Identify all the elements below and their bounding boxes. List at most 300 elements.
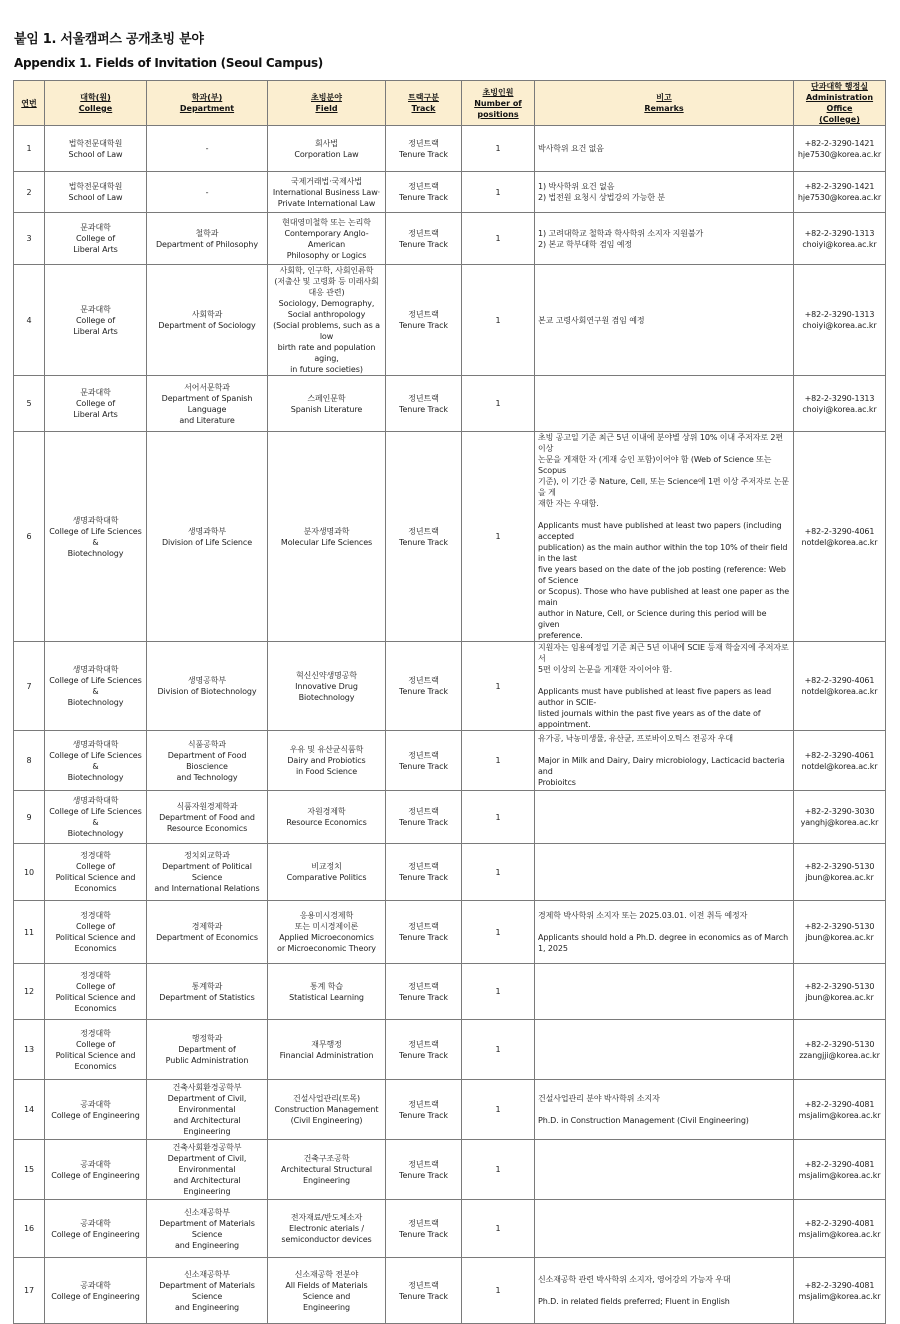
cell-field-line: 회사법: [315, 138, 338, 148]
cell-contact: [794, 172, 886, 213]
cell-field: [268, 432, 386, 642]
line-gap: [538, 744, 790, 755]
cell-department-line: Department of Statistics: [159, 992, 255, 1002]
cell-college-line: 정경대학: [80, 1028, 111, 1038]
cell-remarks-line: 신소재공학 관련 박사학위 소지자, 영어강의 가능자 우대: [538, 1275, 731, 1284]
cell-department: [147, 265, 268, 376]
cell-track-line: 정년트랙: [408, 1159, 439, 1169]
cell-track-line: 정년트랙: [408, 182, 439, 191]
cell-department-line: Resource Economics: [166, 823, 248, 833]
cell-contact: [794, 1020, 886, 1080]
cell-remarks: [535, 1258, 794, 1324]
cell-contact-line: +82-2-3290-5130: [804, 1039, 875, 1049]
cell-contact-line: +82-2-3290-4081: [804, 1218, 875, 1228]
cell-field-line: 혁신신약생명공학: [295, 670, 358, 680]
cell-field-line: Contemporary Anglo-American: [284, 228, 369, 249]
cell-track: [386, 791, 462, 844]
cell-remarks: [535, 901, 794, 964]
cell-college-line: Political Science and: [55, 992, 136, 1002]
cell-remarks-line: Major in Milk and Dairy, Dairy microbiology, Lacticacid bacteria and: [538, 756, 785, 776]
line-gap: [538, 1285, 790, 1296]
cell-track: [386, 265, 462, 376]
cell-remarks-line: 1) 박사학위 요건 없음: [538, 182, 615, 191]
cell-no: 2: [14, 172, 45, 213]
cell-no: 4: [14, 265, 45, 376]
cell-field: [268, 1020, 386, 1080]
cell-field: [268, 731, 386, 791]
cell-department-line: 식품자원경제학과: [176, 801, 238, 811]
cell-positions: 1: [462, 265, 535, 376]
cell-positions: 1: [462, 1200, 535, 1258]
cell-college: [45, 213, 147, 265]
cell-field-line: 스페인문학: [307, 393, 346, 403]
cell-track-line: Tenure Track: [399, 1170, 448, 1180]
line-gap: [538, 921, 790, 932]
cell-department-line: 건축사회환경공학부: [172, 1143, 242, 1152]
cell-track-line: Tenure Track: [399, 873, 448, 882]
cell-field-line: 자원경제학: [307, 807, 346, 816]
cell-contact: [794, 432, 886, 642]
cell-remarks: [535, 964, 794, 1020]
cell-positions: 1: [462, 376, 535, 432]
cell-college-line: 생명과학대학: [72, 515, 119, 525]
cell-track-line: 정년트랙: [408, 228, 439, 238]
cell-field-line: Applied Microeconomics: [279, 933, 374, 942]
cell-contact-line: +82-2-3290-1313: [804, 228, 875, 238]
cell-department-line: 정치외교학과: [184, 851, 230, 860]
cell-field: [268, 376, 386, 432]
cell-remarks-line: 재한 자는 우대함.: [538, 499, 599, 508]
cell-department: [147, 844, 268, 901]
cell-college-line: Political Science and: [55, 933, 136, 942]
cell-field: [268, 213, 386, 265]
cell-college-line: Economics: [74, 1003, 117, 1013]
table-row: [14, 265, 886, 376]
cell-college: [45, 265, 147, 376]
cell-college-line: College of Life Sciences &: [49, 807, 142, 827]
table-row: [14, 731, 886, 791]
cell-track: [386, 376, 462, 432]
cell-department: [147, 172, 268, 213]
cell-department: [147, 126, 268, 172]
cell-track-line: 정년트랙: [408, 1218, 439, 1228]
cell-remarks-line: five years based on the date of the job posting (reference: Web of Science: [538, 565, 786, 585]
cell-positions: 1: [462, 964, 535, 1020]
cell-department-line: 건축사회환경공학부: [172, 1083, 242, 1092]
cell-department-line: and Architectural Engineering: [173, 1116, 241, 1136]
cell-department-line: 생명과학부: [187, 526, 227, 536]
cell-department: [147, 1080, 268, 1140]
cell-contact-line: +82-2-3290-5130: [804, 981, 875, 991]
cell-contact-line: +82-2-3290-4081: [804, 1099, 875, 1109]
header-no: 연번: [14, 81, 45, 126]
cell-field-line: (Social problems, such as a low: [273, 321, 380, 341]
line-gap: [538, 1104, 790, 1115]
cell-track-line: 정년트랙: [408, 981, 439, 991]
cell-contact: [794, 376, 886, 432]
cell-college-line: 공과대학: [80, 1280, 111, 1290]
cell-track-line: Tenure Track: [399, 818, 448, 827]
cell-remarks-line: 유가공, 낙농미생물, 유산균, 프로바이오틱스 전공자 우대: [538, 734, 733, 743]
cell-college-line: 문과대학: [80, 223, 111, 232]
table-row: [14, 901, 886, 964]
cell-college-line: Biotechnology: [67, 772, 124, 782]
cell-field-line: 사회학, 인구학, 사회인류학: [279, 266, 374, 275]
cell-college: [45, 1080, 147, 1140]
cell-no: 7: [14, 642, 45, 731]
cell-field-line: International Business Law·: [272, 187, 381, 197]
cell-department: [147, 791, 268, 844]
cell-contact-line: choiyi@korea.ac.kr: [802, 321, 877, 330]
cell-no: 3: [14, 213, 45, 265]
cell-track: [386, 172, 462, 213]
cell-college: [45, 1020, 147, 1080]
cell-remarks-line: 경제학 박사학위 소지자 또는 2025.03.01. 이전 취득 예정자: [538, 911, 748, 920]
cell-field-line: 대응 관련): [308, 288, 345, 297]
cell-department-line: -: [205, 187, 209, 197]
cell-remarks-line: Probioitcs: [538, 778, 576, 787]
cell-field-line: 재무행정: [311, 1039, 342, 1049]
cell-college: [45, 901, 147, 964]
table-body: [14, 126, 886, 1324]
cell-field-line: Corporation Law: [294, 149, 359, 159]
cell-college-line: Liberal Arts: [73, 245, 118, 254]
cell-remarks: [535, 1080, 794, 1140]
cell-track-line: Tenure Track: [399, 1110, 448, 1120]
fields-table: [13, 80, 886, 1324]
cell-track-line: Tenure Track: [399, 687, 448, 696]
cell-track: [386, 1140, 462, 1200]
cell-no: 17: [14, 1258, 45, 1324]
cell-no: 13: [14, 1020, 45, 1080]
cell-track-line: 정년트랙: [408, 393, 439, 403]
cell-contact: [794, 844, 886, 901]
cell-college-line: Liberal Arts: [73, 326, 118, 336]
header-positions: 초빙인원 Number of positions: [462, 81, 535, 126]
cell-positions: 1: [462, 1020, 535, 1080]
cell-field: [268, 172, 386, 213]
cell-college-line: School of Law: [68, 193, 123, 202]
cell-field-line: Resource Economics: [286, 818, 367, 827]
cell-contact-line: +82-2-3290-4081: [804, 1159, 875, 1169]
header-remarks: 비고 Remarks: [535, 81, 794, 126]
cell-field-line: birth rate and population aging,: [277, 343, 376, 363]
cell-contact: [794, 901, 886, 964]
cell-positions: 1: [462, 1258, 535, 1324]
cell-field-line: 응용미시경제학: [299, 911, 354, 920]
cell-contact: [794, 791, 886, 844]
cell-track: [386, 731, 462, 791]
cell-contact-line: +82-2-3290-4061: [804, 526, 875, 536]
cell-remarks-line: 초빙 공고일 기준 최근 5년 이내에 분야별 상위 10% 이내 주저자로 2편 이상: [538, 433, 784, 453]
cell-track: [386, 901, 462, 964]
cell-field: [268, 1200, 386, 1258]
cell-contact-line: notdel@korea.ac.kr: [801, 687, 878, 696]
cell-field: [268, 791, 386, 844]
line-gap: [538, 675, 790, 686]
cell-field-line: Construction Management: [274, 1105, 379, 1114]
cell-remarks: [535, 791, 794, 844]
cell-track-line: Tenure Track: [399, 239, 448, 249]
cell-positions: 1: [462, 901, 535, 964]
cell-field: [268, 1140, 386, 1200]
cell-remarks-line: 2) 본교 학부대학 겸임 예정: [538, 239, 633, 249]
cell-contact-line: +82-2-3290-1313: [804, 393, 875, 403]
cell-remarks-line: Ph.D. in related fields preferred; Fluent in English: [538, 1297, 730, 1306]
cell-remarks: [535, 1200, 794, 1258]
cell-contact-line: +82-2-3290-1421: [804, 182, 875, 191]
cell-field: [268, 964, 386, 1020]
cell-field-line: Molecular Life Sciences: [280, 537, 373, 547]
cell-college-line: 공과대학: [80, 1159, 111, 1169]
cell-positions: 1: [462, 791, 535, 844]
cell-department-line: Department of Civil, Environmental: [167, 1154, 247, 1174]
cell-track-line: 정년트랙: [408, 676, 439, 685]
cell-remarks-line: 기준), 이 기간 중 Nature, Cell, 또는 Science에 1편 이상 주저자로 논문을 게: [538, 477, 789, 497]
cell-contact: [794, 213, 886, 265]
cell-track-line: 정년트랙: [408, 1280, 439, 1290]
cell-contact-line: hje7530@korea.ac.kr: [797, 149, 882, 159]
cell-department-line: Department of Food Bioscience: [167, 750, 247, 771]
cell-college-line: College of: [75, 922, 116, 931]
cell-track: [386, 213, 462, 265]
cell-contact-line: msjalim@korea.ac.kr: [798, 1291, 881, 1301]
cell-college-line: Political Science and: [55, 873, 136, 882]
cell-contact-line: +82-2-3290-4081: [804, 1280, 875, 1290]
cell-no: 12: [14, 964, 45, 1020]
cell-department-line: 서어서문학과: [184, 382, 230, 392]
cell-track: [386, 844, 462, 901]
cell-no: 10: [14, 844, 45, 901]
cell-no: 14: [14, 1080, 45, 1140]
cell-department: [147, 1140, 268, 1200]
table-header-row: [14, 81, 886, 126]
cell-field-line: 통계 학습: [310, 981, 343, 991]
cell-department-line: Department of Philosophy: [156, 239, 258, 249]
cell-department: [147, 964, 268, 1020]
cell-department-line: and Technology: [176, 772, 238, 782]
cell-no: 11: [14, 901, 45, 964]
cell-college-line: Biotechnology: [67, 829, 124, 838]
cell-field: [268, 1258, 386, 1324]
cell-remarks: [535, 432, 794, 642]
cell-contact-line: +82-2-3290-5130: [804, 862, 875, 871]
cell-department-line: 식품공학과: [187, 739, 227, 749]
cell-college: [45, 172, 147, 213]
cell-remarks-line: 본교 고령사회연구원 겸임 예정: [538, 315, 645, 325]
cell-college-line: College of: [75, 1039, 116, 1049]
cell-department-line: Division of Life Science: [161, 537, 253, 547]
cell-field-line: semiconductor devices: [281, 1235, 372, 1244]
cell-contact-line: msjalim@korea.ac.kr: [798, 1170, 881, 1180]
cell-college: [45, 844, 147, 901]
cell-field-line: Electronic aterials /: [289, 1224, 364, 1233]
cell-field-line: 현대영미철학 또는 논리학: [282, 217, 371, 227]
cell-college-line: 생명과학대학: [72, 665, 119, 674]
cell-contact-line: choiyi@korea.ac.kr: [802, 239, 877, 249]
cell-remarks: [535, 376, 794, 432]
cell-college-line: Economics: [74, 884, 117, 893]
cell-track-line: Tenure Track: [399, 1229, 448, 1239]
table-row: [14, 1080, 886, 1140]
cell-contact: [794, 642, 886, 731]
cell-college: [45, 432, 147, 642]
table-row: [14, 1140, 886, 1200]
cell-track: [386, 126, 462, 172]
cell-college: [45, 731, 147, 791]
cell-field: [268, 901, 386, 964]
cell-no: 5: [14, 376, 45, 432]
cell-track-line: 정년트랙: [408, 1099, 439, 1109]
cell-remarks-line: Ph.D. in Construction Management (Civil Engineering): [538, 1116, 749, 1125]
cell-college-line: College of Engineering: [51, 1291, 140, 1301]
cell-remarks-line: Applicants should hold a Ph.D. degree in economics as of March 1, 2025: [538, 933, 789, 953]
cell-college: [45, 1140, 147, 1200]
cell-college-line: College of Life Sciences &: [49, 750, 142, 771]
cell-field-line: 비교정치: [311, 862, 342, 871]
cell-field: [268, 844, 386, 901]
cell-department: [147, 901, 268, 964]
cell-remarks: [535, 213, 794, 265]
cell-department-line: Public Administration: [165, 1056, 249, 1065]
cell-department-line: 생명공학부: [187, 676, 227, 685]
cell-contact: [794, 126, 886, 172]
cell-track-line: Tenure Track: [399, 761, 448, 771]
cell-college: [45, 376, 147, 432]
cell-field-line: in future societies): [290, 365, 363, 374]
cell-remarks-line: Applicants must have published at least two papers (including accepted: [538, 521, 782, 541]
cell-contact-line: jbun@korea.ac.kr: [805, 873, 874, 882]
cell-college-line: 법학전문대학원: [68, 182, 123, 191]
cell-remarks-line: 지원자는 임용예정일 기준 최근 5년 이내에 SCIE 등재 학술지에 주저자로서: [538, 643, 789, 663]
cell-field-line: 건설사업관리(토목): [292, 1094, 361, 1103]
cell-remarks: [535, 172, 794, 213]
cell-college-line: Liberal Arts: [73, 410, 118, 419]
line-gap: [538, 509, 790, 520]
cell-no: 1: [14, 126, 45, 172]
cell-track-line: 정년트랙: [408, 922, 439, 931]
cell-positions: 1: [462, 432, 535, 642]
cell-remarks-line: or Scopus). Those who have published at least one paper as the main: [538, 587, 790, 607]
cell-field-line: (Civil Engineering): [290, 1116, 363, 1125]
cell-remarks: [535, 844, 794, 901]
cell-positions: 1: [462, 1140, 535, 1200]
cell-department-line: Department of Economics: [156, 933, 258, 942]
cell-field-line: Dairy and Probiotics: [287, 756, 366, 765]
table-row: [14, 126, 886, 172]
cell-department: [147, 1020, 268, 1080]
cell-contact-line: +82-2-3290-1421: [804, 138, 875, 148]
cell-contact: [794, 1140, 886, 1200]
table-row: [14, 642, 886, 731]
cell-college: [45, 964, 147, 1020]
cell-track-line: 정년트랙: [408, 862, 439, 871]
cell-field: [268, 642, 386, 731]
cell-remarks: [535, 1020, 794, 1080]
cell-contact-line: jbun@korea.ac.kr: [805, 933, 874, 942]
cell-department-line: Department of Sociology: [158, 321, 256, 330]
cell-field: [268, 1080, 386, 1140]
cell-contact: [794, 1080, 886, 1140]
cell-college-line: Biotechnology: [67, 548, 124, 558]
cell-contact: [794, 731, 886, 791]
cell-track: [386, 1020, 462, 1080]
cell-field-line: Innovative Drug Biotechnology: [295, 681, 358, 702]
cell-department-line: 신소재공학부: [184, 1207, 230, 1217]
cell-department-line: and Engineering: [174, 1302, 240, 1312]
table-row: [14, 1020, 886, 1080]
cell-department-line: Department of: [178, 1045, 236, 1054]
cell-remarks-line: 5편 이상의 논문을 게재한 자이어야 함.: [538, 665, 673, 674]
cell-department-line: Department of Political Science: [162, 862, 252, 882]
cell-college-line: 문과대학: [80, 388, 111, 397]
cell-remarks-line: preference.: [538, 631, 583, 640]
cell-field-line: 우유 및 유산균식품학: [289, 745, 364, 754]
table-row: [14, 376, 886, 432]
cell-college-line: College of: [75, 981, 116, 991]
cell-contact: [794, 1258, 886, 1324]
cell-contact-line: msjalim@korea.ac.kr: [798, 1110, 881, 1120]
table-row: [14, 172, 886, 213]
cell-department: [147, 1200, 268, 1258]
cell-contact-line: +82-2-3290-1313: [804, 310, 875, 319]
cell-college-line: College of Engineering: [51, 1229, 140, 1239]
cell-track-line: Tenure Track: [399, 404, 448, 414]
cell-department: [147, 731, 268, 791]
cell-field-line: Social anthropology: [287, 310, 366, 319]
cell-field-line: Private International Law: [277, 198, 376, 208]
cell-field-line: Financial Administration: [279, 1050, 374, 1060]
cell-college: [45, 126, 147, 172]
cell-contact-line: notdel@korea.ac.kr: [801, 537, 878, 547]
cell-field-line: Philosophy or Logics: [286, 250, 367, 260]
cell-remarks-line: Applicants must have published at least five papers as lead author in SCIE-: [538, 687, 772, 707]
cell-department-line: Division of Biotechnology: [157, 687, 257, 696]
cell-college-line: College of: [75, 234, 116, 243]
cell-college: [45, 791, 147, 844]
cell-positions: 1: [462, 126, 535, 172]
cell-field-line: Comparative Politics: [286, 873, 367, 882]
table-row: [14, 844, 886, 901]
cell-remarks-line: listed journals within the past five years as of the date of appointment.: [538, 709, 761, 729]
cell-department-line: Department of Spanish Language: [161, 393, 253, 414]
cell-department-line: 철학과: [195, 228, 219, 238]
cell-track-line: 정년트랙: [408, 310, 439, 319]
cell-college-line: 생명과학대학: [72, 796, 119, 805]
cell-remarks-line: 논문을 게재한 자 (게재 승인 포함)이어야 함 (Web of Science 또는 Scopus: [538, 455, 772, 475]
cell-track-line: 정년트랙: [408, 750, 439, 760]
cell-college-line: 생명과학대학: [72, 739, 119, 749]
cell-remarks: [535, 1140, 794, 1200]
cell-contact-line: notdel@korea.ac.kr: [801, 761, 878, 771]
cell-remarks-line: author in Nature, Cell, or Science during this period will be given: [538, 609, 767, 629]
title-english: Appendix 1. Fields of Invitation (Seoul Campus): [14, 56, 323, 70]
cell-no: 15: [14, 1140, 45, 1200]
cell-positions: 1: [462, 731, 535, 791]
cell-contact-line: jbun@korea.ac.kr: [805, 992, 874, 1002]
table-row: [14, 213, 886, 265]
cell-field-line: 전자재료/반도체소자: [290, 1213, 363, 1222]
cell-positions: 1: [462, 213, 535, 265]
cell-department-line: 통계학과: [191, 981, 223, 991]
cell-college-line: 공과대학: [80, 1099, 111, 1109]
cell-track: [386, 432, 462, 642]
cell-department-line: and Engineering: [174, 1240, 240, 1250]
cell-field-line: Sociology, Demography,: [278, 299, 375, 308]
cell-field-line: Engineering: [303, 1176, 350, 1185]
cell-department-line: 사회학과: [191, 310, 223, 319]
cell-track-line: Tenure Track: [399, 537, 448, 547]
